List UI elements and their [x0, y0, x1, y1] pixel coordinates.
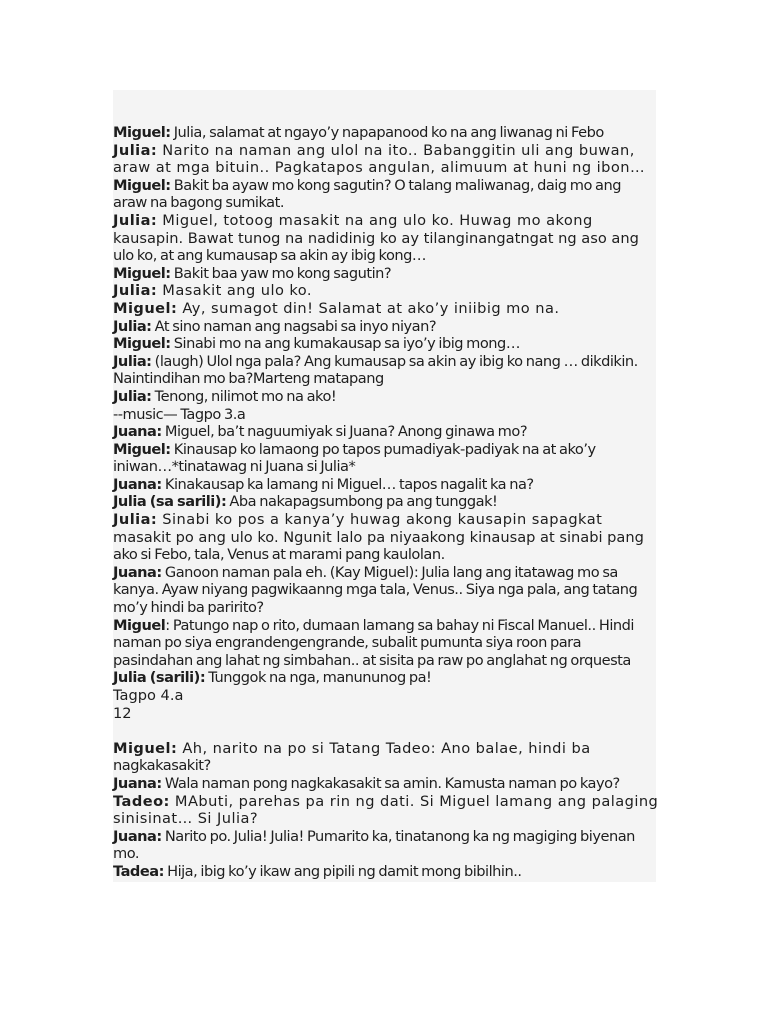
dialogue-line: [113, 406, 655, 424]
dialogue-line: [113, 458, 655, 476]
line-text: Kinakausap ka lamang ni Miguel… tapos nagalit ka na?: [161, 475, 534, 493]
dialogue-line: [113, 740, 655, 758]
speaker-name: Miguel:: [113, 264, 171, 282]
dialogue-line: [113, 564, 655, 582]
line-text: --music— Tagpo 3.a: [113, 405, 246, 423]
line-text: Sinabi mo na ang kumakausap sa iyo’y ibig mong…: [170, 335, 520, 353]
dialogue-line: [113, 634, 655, 652]
dialogue-line: [113, 300, 655, 318]
line-text: Tagpo 4.a: [113, 687, 184, 704]
line-text: (laugh) Ulol nga pala? Ang kumausap sa akin ay ibig ko nang … dikdikin.: [151, 352, 638, 370]
speaker-name: Tadeo:: [113, 792, 170, 810]
line-text: mo.: [113, 845, 140, 863]
speaker-name: Julia:: [113, 141, 158, 159]
dialogue-line: [113, 230, 655, 248]
line-text: Bakit baa yaw mo kong sagutin?: [170, 264, 392, 282]
speaker-name: Miguel:: [113, 335, 171, 353]
line-text: Bakit ba ayaw mo kong sagutin? O talang maliwanag, daig mo ang: [170, 176, 622, 194]
dialogue-line: [113, 669, 655, 687]
line-text: MAbuti, parehas pa rin ng dati. Si Miguel lamang ang palaging: [169, 792, 659, 810]
line-text: Hija, ibig ko’y ikaw ang pipili ng damit mong bibilhin..: [163, 862, 522, 880]
dialogue-line: [113, 423, 655, 441]
line-text: Miguel, ba’t naguumiyak si Juana? Anong ginawa mo?: [161, 423, 528, 441]
dialogue-line: [113, 177, 655, 195]
speaker-name: Juana:: [113, 423, 162, 441]
line-text: Ah, narito na po si Tatang Tadeo: Ano balae, hindi ba: [177, 739, 591, 757]
speaker-name: Julia:: [113, 211, 158, 229]
speaker-name: Julia (sarili):: [113, 669, 206, 687]
dialogue-line: [113, 687, 655, 705]
line-text: kanya. Ayaw niyang pagwikaanng mga tala, Venus.. Siya nga pala, ang tatang: [113, 581, 638, 599]
dialogue-line: [113, 493, 655, 511]
line-text: Wala naman pong nagkakasakit sa amin. Kamusta naman po kayo?: [161, 774, 620, 792]
line-text: 12: [113, 704, 132, 722]
line-text: araw na bagong sumikat.: [113, 194, 284, 212]
line-text: Masakit ang ulo ko.: [157, 282, 313, 300]
speaker-name: Miguel: [113, 616, 166, 634]
dialogue-line: [113, 581, 655, 599]
blank-line: [113, 722, 655, 740]
line-text: Naintindihan mo ba?Marteng matapang: [113, 370, 384, 388]
line-text: Tenong, nilimot mo na ako!: [151, 387, 337, 405]
speaker-name: Julia:: [113, 387, 152, 405]
speaker-name: Miguel:: [113, 299, 178, 317]
dialogue-line: [113, 529, 655, 547]
dialogue-line: [113, 335, 655, 353]
line-text: At sino naman ang nagsabi sa inyo niyan?: [151, 317, 437, 335]
line-text: Narito po. Julia! Julia! Pumarito ka, tinatanong ka ng magiging biyenan: [161, 827, 635, 845]
line-text: araw at mga bituin.. Pagkatapos angulan, alimuum at huni ng ibon…: [113, 159, 646, 177]
dialogue-line: [113, 194, 655, 212]
dialogue-line: [113, 476, 655, 494]
dialogue-line: [113, 792, 659, 811]
speaker-name: Julia:: [113, 352, 152, 370]
dialogue-line: [113, 282, 655, 300]
line-text: Kinausap ko lamaong po tapos pumadiyak-padiyak na at ako’y: [170, 440, 596, 458]
speaker-name: Julia:: [113, 317, 152, 335]
speaker-name: Julia (sa sarili):: [113, 493, 227, 511]
dialogue-line: [113, 247, 655, 265]
line-text: Tunggok na nga, manununog pa!: [205, 669, 432, 687]
speaker-name: Miguel:: [113, 176, 171, 194]
dialogue-line: [113, 441, 655, 459]
dialogue-line: [113, 124, 655, 142]
dialogue-line: [113, 757, 655, 775]
speaker-name: Tadea:: [113, 862, 164, 880]
speaker-name: Miguel:: [113, 440, 171, 458]
dialogue-line: [113, 142, 655, 160]
line-text: naman po siya engrandengengrande, subalit pumunta siya roon para: [113, 634, 582, 652]
dialogue-line: [113, 775, 655, 793]
dialogue-line: [113, 863, 655, 881]
speaker-name: Julia:: [113, 511, 158, 529]
line-text: : Patungo nap o rito, dumaan lamang sa bahay ni Fiscal Manuel.. Hindi: [165, 616, 634, 634]
script-text: [113, 124, 659, 881]
line-text: kausapin. Bawat tunog na nadidinig ko ay tilanginangatngat ng aso ang: [113, 229, 639, 247]
line-text: Julia, salamat at ngayo’y napapanood ko na ang liwanag ni Febo: [170, 124, 604, 141]
dialogue-line: [113, 159, 655, 177]
line-text: Miguel, totoog masakit na ang ulo ko. Huwag mo akong: [157, 211, 593, 229]
speaker-name: Juana:: [113, 827, 162, 845]
speaker-name: Julia:: [113, 282, 158, 300]
speaker-name: Juana:: [113, 774, 162, 792]
line-text: Sinabi ko pos a kanya’y huwag akong kausapin sapagkat: [157, 511, 603, 529]
speaker-name: Miguel:: [113, 739, 178, 757]
line-text: Ay, sumagot din! Salamat at ako’y iniibig mo na.: [177, 299, 560, 317]
dialogue-line: [113, 370, 655, 388]
dialogue-line: [113, 652, 655, 670]
dialogue-line: [113, 705, 655, 723]
line-text: nagkakasakit?: [113, 757, 211, 775]
speaker-name: Juana:: [113, 563, 162, 581]
dialogue-line: [113, 828, 655, 846]
line-text: iniwan…*tinatawag ni Juana si Julia*: [113, 458, 356, 476]
line-text: masakit po ang ulo ko. Ngunit lalo pa niyaakong kinausap at sinabi pang: [113, 528, 644, 546]
line-text: pasindahan ang lahat ng simbahan.. at sisita pa raw po anglahat ng orquesta: [113, 651, 631, 669]
line-text: ako si Febo, tala, Venus at marami pang kaulolan.: [113, 546, 445, 564]
dialogue-line: [113, 212, 655, 230]
line-text: Narito na naman ang ulol na ito.. Babanggitin uli ang buwan,: [157, 141, 635, 159]
line-text: mo’y hindi ba paririto?: [113, 599, 264, 617]
dialogue-line: [113, 599, 655, 617]
line-text: Aba nakapagsumbong pa ang tunggak!: [226, 493, 498, 511]
speaker-name: Miguel:: [113, 124, 171, 141]
dialogue-line: [113, 810, 655, 828]
dialogue-line: [113, 318, 655, 336]
dialogue-line: [113, 617, 655, 635]
dialogue-line: [113, 845, 655, 863]
line-text: sinisinat… Si Julia?: [113, 810, 259, 828]
dialogue-line: [113, 265, 655, 283]
dialogue-line: [113, 546, 655, 564]
line-text: Ganoon naman pala eh. (Kay Miguel): Julia lang ang itatawag mo sa: [161, 563, 618, 581]
line-text: ulo ko, at ang kumausap sa akin ay ibig kong…: [113, 247, 426, 265]
dialogue-line: [113, 388, 655, 406]
speaker-name: Juana:: [113, 475, 162, 493]
dialogue-line: [113, 353, 655, 371]
dialogue-line: [113, 511, 655, 529]
